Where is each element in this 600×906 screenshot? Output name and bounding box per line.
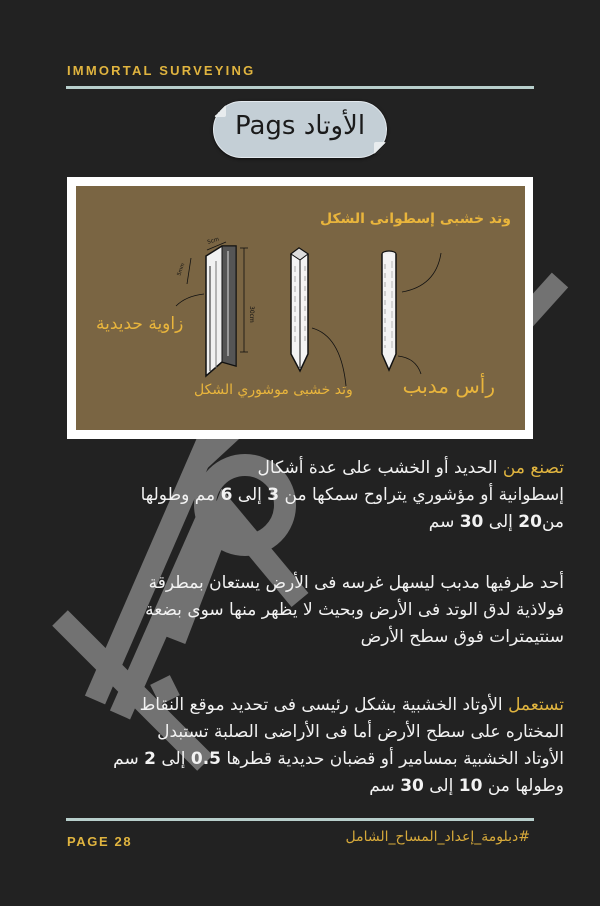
svg-text:5cm: 5cm <box>206 236 220 246</box>
number: 20 <box>518 512 542 532</box>
line-text: إلى <box>155 749 191 769</box>
text-line <box>34 692 564 719</box>
page-title: الأوتاد Pags <box>234 111 366 141</box>
line-text: سم <box>369 776 401 796</box>
line-text: من <box>541 512 564 532</box>
page-number: PAGE 28 <box>67 834 133 849</box>
line-text: وطولها من <box>482 776 564 796</box>
prismatic-stake-drawing <box>291 248 346 386</box>
line-text: الأوتاد الخشبية بشكل رئيسى فى تحديد موقع النقاط <box>139 695 509 715</box>
text-line <box>34 482 564 509</box>
paragraph-pointed-end <box>34 570 564 651</box>
footer-divider <box>66 818 534 821</box>
svg-text:30cm: 30cm <box>248 306 255 323</box>
label-pointed-tip: رأس مدبب <box>402 374 495 398</box>
line-text: الأوتاد الخشبية بمسامير أو قضبان حديدية قطرها <box>221 749 564 769</box>
line-text: مم وطولها <box>140 485 221 505</box>
cylindrical-stake-drawing <box>382 251 441 374</box>
text-line: أحد طرفيها مدبب ليسهل غرسه فى الأرض يستعان بمطرقة <box>148 573 564 593</box>
number: 0.5 <box>190 749 221 769</box>
label-cylindrical-stake: وتد خشبى إسطوانى الشكل <box>319 211 511 227</box>
number: 2 <box>144 749 156 769</box>
svg-text:5mm: 5mm <box>176 262 187 277</box>
figure-panel <box>76 186 525 430</box>
text-line <box>34 773 564 800</box>
number: 3 <box>267 485 280 505</box>
text-line <box>34 455 564 482</box>
line-text: إلى <box>483 512 519 532</box>
line-text: الحديد أو الخشب على عدة أشكال <box>257 458 503 478</box>
text-line <box>34 509 564 536</box>
footer-hashtag: #دبلومة_إعداد_المساح_الشامل <box>345 829 530 845</box>
header-divider <box>66 86 534 89</box>
text-line: فولاذية لدق الوتد فى الأرض وبحيث لا يظهر منها سوى بضعة <box>145 600 564 620</box>
highlight-term: تصنع من <box>502 458 564 478</box>
line-text: سم <box>428 512 460 532</box>
brand-header: IMMORTAL SURVEYING <box>67 63 256 78</box>
number: 30 <box>400 776 424 796</box>
title-badge <box>213 101 387 158</box>
text-line: سنتيمترات فوق سطح الأرض <box>360 627 564 647</box>
line-text: إلى <box>232 485 268 505</box>
text-line: المختاره على سطح الأرض أما فى الأراضى الصلبة تستبدل <box>157 722 564 742</box>
paragraph-materials <box>34 455 564 536</box>
label-prismatic-stake: وتد خشبى موشوري الشكل <box>194 382 353 398</box>
paragraph-usage <box>34 692 564 800</box>
page-curl-icon <box>374 142 386 154</box>
number: 6 <box>220 485 233 505</box>
number: 30 <box>459 512 484 532</box>
line-text: إلى <box>423 776 459 796</box>
line-text: سم <box>113 749 145 769</box>
iron-angle-drawing <box>176 237 255 376</box>
text-line <box>34 746 564 773</box>
highlight-term: تستعمل <box>508 695 564 715</box>
line-text: إسطوانية أو مؤشوري يتراوح سمكها من <box>279 485 564 505</box>
label-iron-angle: زاوية حديدية <box>96 314 184 334</box>
stakes-figure <box>67 177 533 439</box>
number: 10 <box>458 776 483 796</box>
